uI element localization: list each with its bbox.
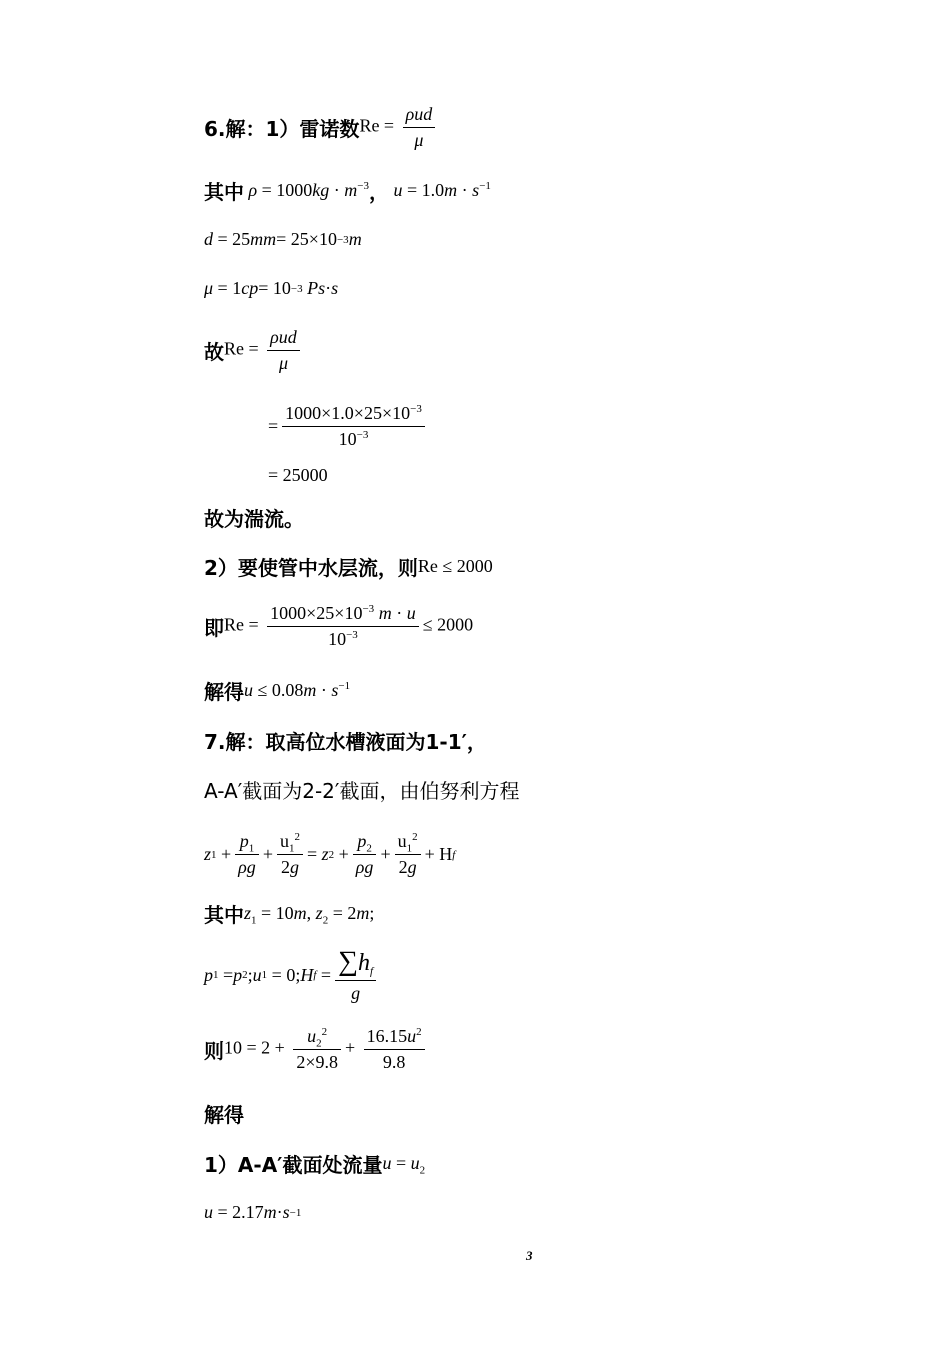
reynolds-substitution: = $\frac{1000\times 1.0\times 25\times 10^{-3}}{10^{-3}}$ xyxy=(268,403,429,450)
then-label: 则 xyxy=(204,1039,224,1063)
page-number: 3 xyxy=(526,1248,533,1263)
laminar-condition: Re ≤ 2000 xyxy=(417,556,493,576)
ji-label: 即 xyxy=(204,616,224,640)
q7-part1-line xyxy=(204,1149,425,1178)
energy-substitution: 10 = 2 + $\frac{u_2^2}{2\times 9.8}$ + $\frac{16.15u^2}{9.8}$ xyxy=(224,1026,429,1073)
comma: ， xyxy=(369,180,390,204)
q7-solve-label: 解得 xyxy=(204,1103,244,1127)
q7-line2: A-A′截面为2-2′截面，由伯努利方程 xyxy=(204,779,520,803)
density-value: $\rho = 1000kg \cdot m^{-3}$ xyxy=(248,180,370,200)
q7-then-line xyxy=(204,1026,429,1073)
reynolds-formula-repeat: Re = $\frac{\text{ρud}}{\mu}$ xyxy=(224,327,304,374)
velocity-value: $u = 1.0m \cdot s^{-1}$ xyxy=(393,180,491,200)
q6-where-label: 其中 xyxy=(204,180,244,204)
velocity-limit: $u \le 0.08m \cdot s^{-1}$ xyxy=(244,680,351,700)
q7-heading: 7.解：取高位水槽液面为1-1′， xyxy=(204,730,487,754)
flow-velocity-equality: $u = u_2$ xyxy=(382,1153,426,1177)
conditions-equation: p 1 = p 2 ; u 1 = 0; H f = $\frac{\sum h_f}{g}$ xyxy=(204,946,380,1004)
bernoulli-equation: z 1 + $\frac{p_1}{\rho g}$ + $\frac{u_1^2}{2g}$ = z 2 + $\frac{p_2}{\rho g}$ + $\frac{u_1^2}{2g}$ + H f xyxy=(204,831,456,877)
q6-part2-line xyxy=(204,552,493,581)
viscosity-equation: μ = 1 cp = 10 −3 Ps · s xyxy=(204,278,339,298)
q6-part2-text: 2）要使管中水层流，则 xyxy=(204,556,418,580)
reynolds-formula: Re = $\frac{\text{ρud}}{\mu}$ xyxy=(359,104,439,151)
q7-part1-text: 1）A-A′截面处流量 xyxy=(204,1153,383,1177)
q6-solve-label: 解得 xyxy=(204,680,244,704)
q6-where-line xyxy=(204,176,491,205)
q6-conclusion: 故为湍流。 xyxy=(204,507,304,531)
q6-inequality-line xyxy=(204,603,473,650)
q7-where-label: 其中 xyxy=(204,903,244,927)
q6-heading-line xyxy=(204,104,439,151)
q6-solve-line xyxy=(204,676,350,705)
q7-where-line xyxy=(204,899,374,928)
q6-therefore-line xyxy=(204,327,304,374)
diameter-equation: d = 25 mm = 25×10 −3 m xyxy=(204,229,362,249)
reynolds-result: = 25000 xyxy=(268,465,328,485)
height-values: $z_1 = 10m$, $z_2 = 2m$; xyxy=(244,903,375,927)
laminar-inequality: Re = $\frac{1000\times 25\times 10^{-3} m \cdot u}{10^{-3}}$ ≤ 2000 xyxy=(224,603,474,649)
velocity-result: u = 2.17 m · s −1 xyxy=(204,1202,302,1222)
therefore-label: 故 xyxy=(204,340,224,364)
q6-heading: 6.解：1）雷诺数 xyxy=(204,117,360,141)
